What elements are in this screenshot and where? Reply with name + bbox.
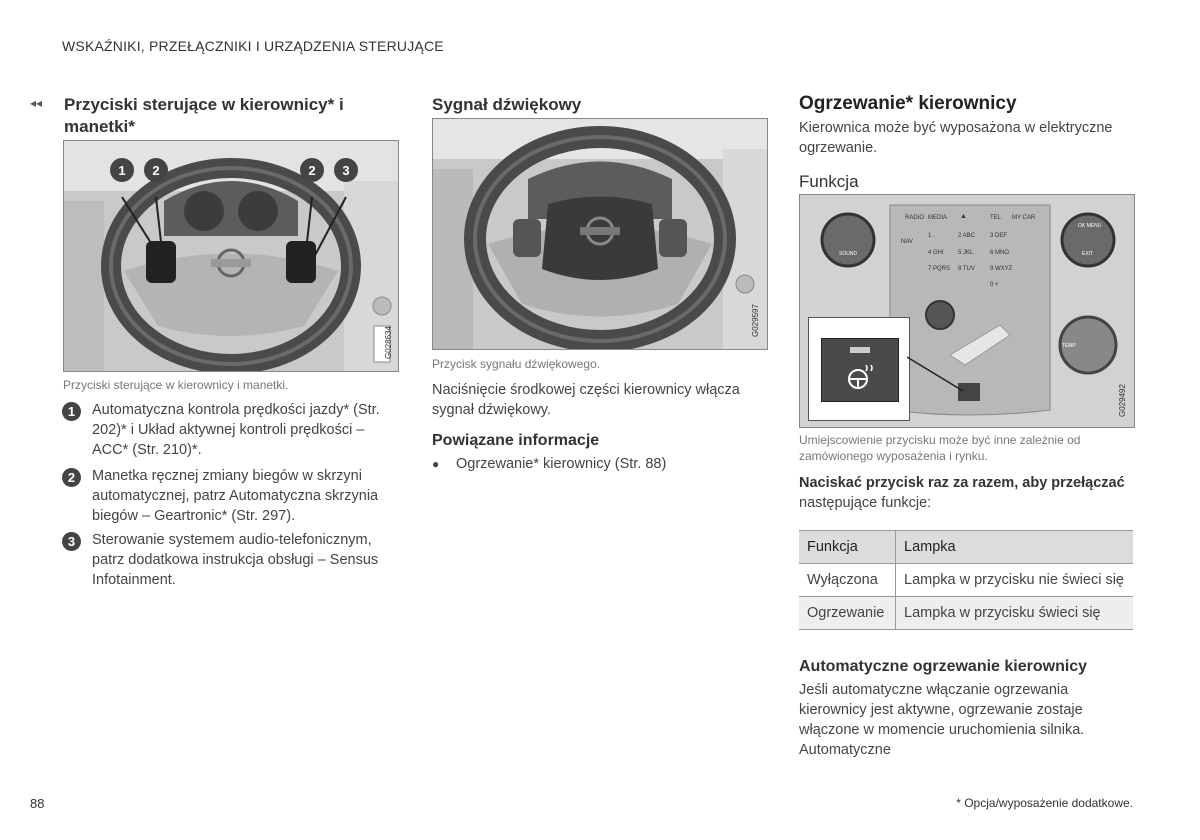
col1-heading: Przyciski sterujące w kierownicy* i manetki* [64,95,344,136]
panel-label: MY CAR [1012,215,1036,221]
list-item-text: Manetka ręcznej zmiany biegów w skrzyni automatycznej, patrz Automatyczna skrzynia biegów – Geartronic* (Str. 297). [92,468,379,524]
table-row [799,597,1133,630]
panel-label: 9 WXYZ [990,266,1013,272]
figure-code: G029492 [1118,384,1127,417]
panel-label: SOUND [839,251,858,257]
related-link[interactable]: Ogrzewanie* kierownicy (Str. 88) [456,456,667,472]
horn-figure [432,118,768,350]
function-heading: Funkcja [799,172,859,191]
figure-badge-2-right: 2 [300,158,324,182]
bullet-icon: ● [432,457,440,471]
number-badge: 3 [62,532,81,551]
list-item [62,466,402,526]
heated-wheel-button [821,338,899,402]
footnote: * Opcja/wyposażenie dodatkowe. [956,796,1133,810]
number-badge: 2 [62,468,81,487]
table-cell: Lampka w przycisku świeci się [896,597,1134,630]
panel-label: 7 PQRS [928,266,951,272]
related-list [432,454,766,474]
table-cell: Ogrzewanie [799,597,896,630]
page-number: 88 [30,796,45,811]
panel-label: 5 JKL [958,250,974,256]
list-item-text: Sterowanie systemem audio-telefonicznym, patrz dodatkowa instrukcja obsługi – Sensus Infotainment. [92,532,379,588]
console-figure [799,194,1135,428]
figure-badge-1: 1 [110,158,134,182]
col2-heading: Sygnał dźwiękowy [432,95,582,114]
figure-code: G029597 [751,304,760,337]
number-badge: 1 [62,402,81,421]
panel-label: NAV [901,239,913,245]
panel-label: 4 GHI [928,250,944,256]
instruction-rest: następujące funkcje: [799,495,932,511]
heated-steering-wheel-icon [846,361,876,391]
table-row [799,564,1133,597]
list-item [62,400,402,460]
col3-intro: Kierownica może być wyposażona w elektryczne ogrzewanie. [799,120,1113,156]
table-cell: Lampka w przycisku nie świeci się [896,564,1134,597]
button-lamp [850,347,870,353]
table-header-lamp: Lampka [896,531,1134,564]
callout-leader-line [907,355,967,395]
list-item [62,530,402,590]
panel-label: 1 . [928,233,935,239]
back-marker: ◂◂ [30,96,43,110]
col2-body: Naciśnięcie środkowej części kierownicy włącza sygnał dźwiękowy. [432,382,740,418]
panel-label: EXIT [1082,251,1094,257]
panel-label: MEDIA [928,215,948,221]
panel-label: RADIO [905,215,925,221]
page-header: WSKAŹNIKI, PRZEŁĄCZNIKI I URZĄDZENIA STERUJĄCE [62,38,444,54]
instruction-text [799,473,1139,513]
panel-label: TEMP [1062,343,1076,349]
figure-code: G028634 [384,326,393,359]
figure-badge-3: 3 [334,158,358,182]
panel-label: 0 + [990,282,999,288]
heated-wheel-button-callout [808,317,910,421]
panel-label: 6 MNO [990,250,1010,256]
instruction-bold: Naciskać przycisk raz za razem, aby przełączać [799,475,1125,491]
steering-controls-figure [63,140,399,372]
panel-label: ▲ [960,213,967,220]
related-heading: Powiązane informacje [432,432,600,449]
col2-caption: Przycisk sygnału dźwiękowego. [432,357,601,371]
horn-illustration [433,119,767,349]
col3-caption: Umiejscowienie przycisku może być inne zależnie od zamówionego wyposażenia i rynku. [799,433,1081,463]
figure-badge-2-left: 2 [144,158,168,182]
col3-heading: Ogrzewanie* kierownicy [799,93,1017,114]
panel-label: 8 TUV [958,266,975,272]
auto-heating-body: Jeśli automatyczne włączanie ogrzewania kierownicy jest aktywne, ogrzewanie zostaje włączone w momencie uruchomienia silnika. Automatyczne [799,682,1085,758]
panel-label: 2 ABC [958,233,976,239]
function-table [799,530,1133,630]
panel-label: 3 DEF [990,233,1008,239]
table-cell: Wyłączona [799,564,896,597]
panel-label: OK MENU [1078,223,1102,229]
auto-heating-heading: Automatyczne ogrzewanie kierownicy [799,658,1088,675]
panel-label: TEL [990,215,1002,221]
list-item-text: Automatyczna kontrola prędkości jazdy* (Str. 202)* i Układ aktywnej kontroli prędkości – ACC* (Str. 210)*. [92,402,380,458]
table-header-function: Funkcja [799,531,896,564]
col1-caption: Przyciski sterujące w kierownicy i manetki. [63,378,289,392]
